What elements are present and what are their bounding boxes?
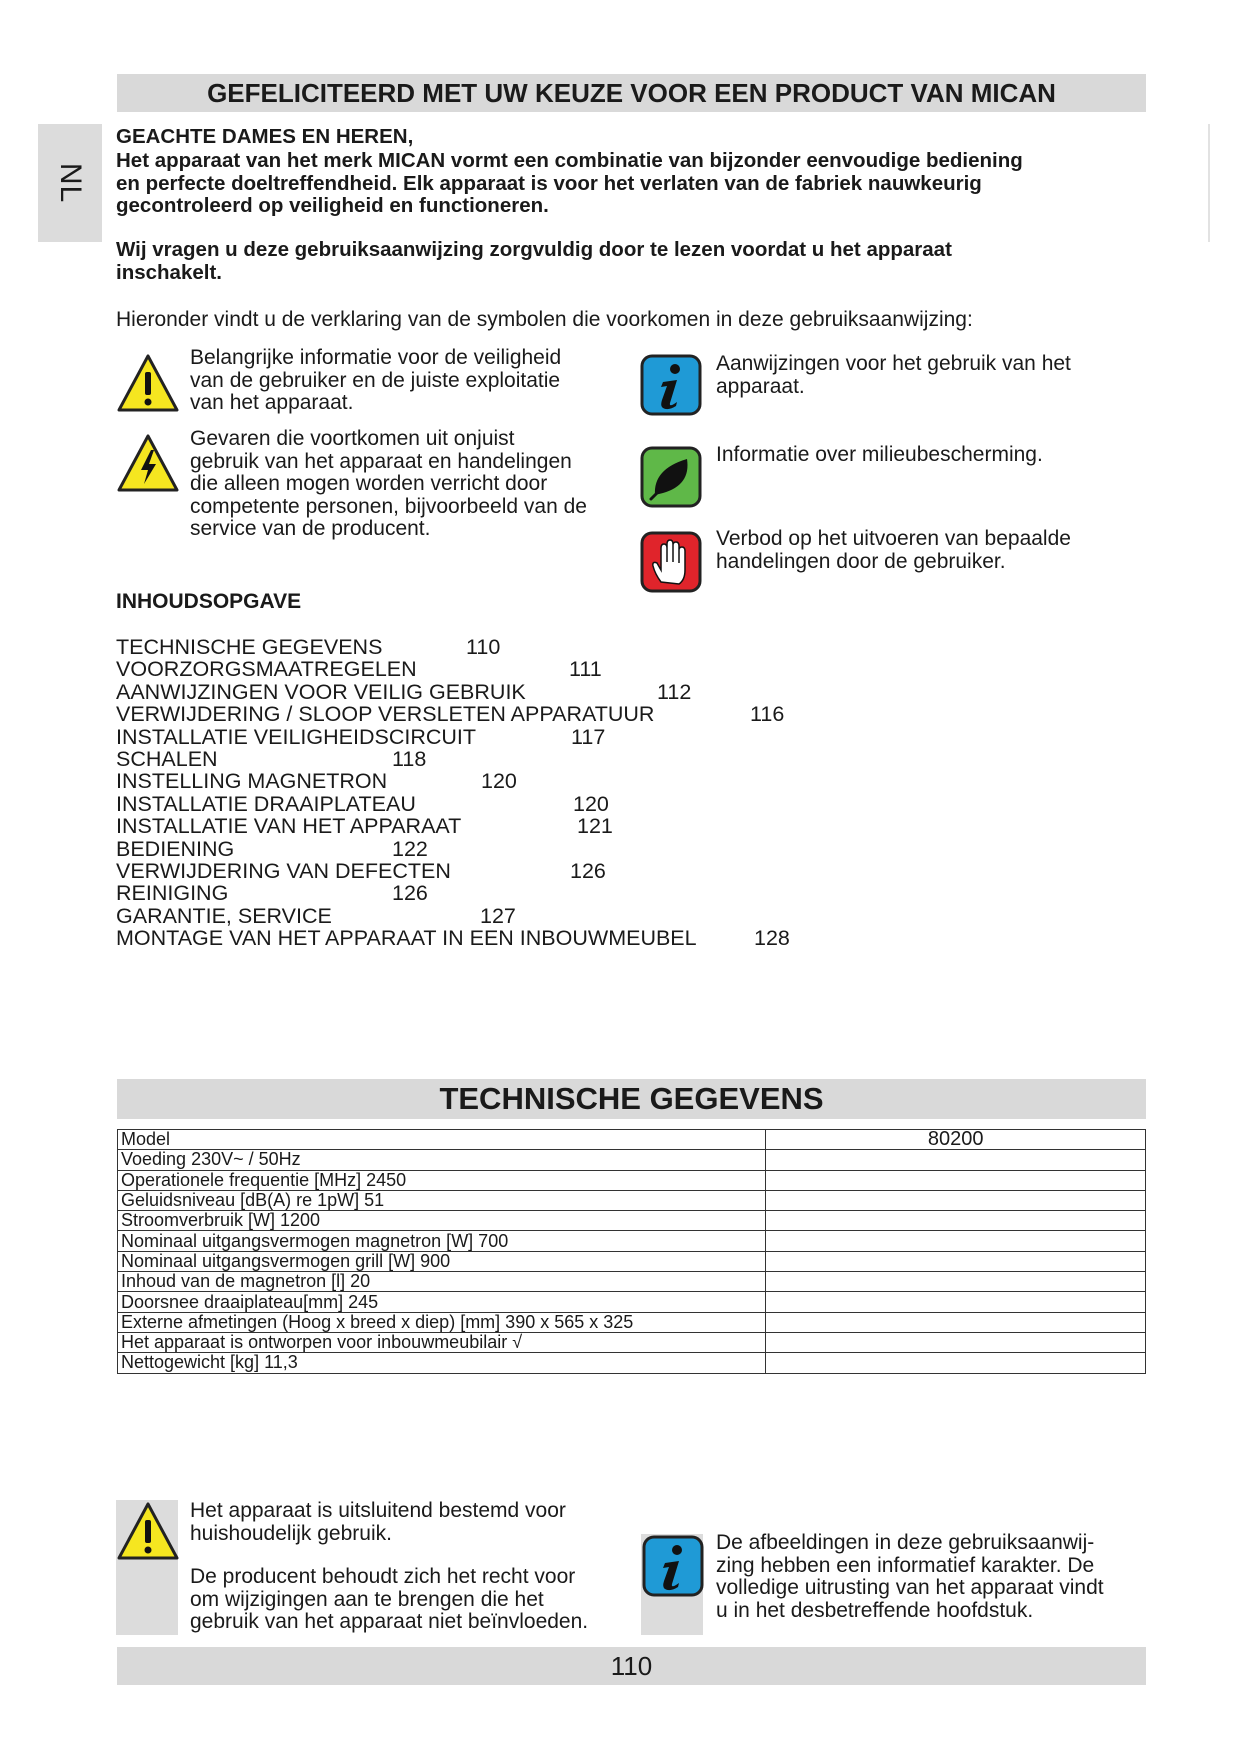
table-row	[118, 1150, 1146, 1170]
text-line: volledige uitrusting van het apparaat vindt	[716, 1576, 1104, 1599]
text-line: om wijzigingen aan te brengen die het	[190, 1587, 544, 1611]
language-label: NL	[54, 162, 87, 204]
text-line: Gevaren die voortkomen uit onjuist	[190, 427, 515, 450]
table-row	[118, 1170, 1146, 1190]
toc-item-title: INSTALLATIE DRAAIPLATEAU	[116, 791, 416, 816]
spec-label: Model	[118, 1130, 766, 1150]
symbol-description-info	[716, 353, 1071, 398]
toc-item-title: VOORZORGSMAATREGELEN	[116, 657, 417, 682]
text-line: competente personen, bijvoorbeeld van de	[190, 494, 587, 518]
spec-label: Stroomverbruik [W] 1200	[118, 1211, 766, 1231]
note-changes-reserved	[190, 1566, 588, 1634]
text-line: die alleen mogen worden verricht door	[190, 472, 548, 495]
spec-value	[766, 1190, 1146, 1210]
spec-label: Voeding 230V~ / 50Hz	[118, 1150, 766, 1170]
spec-value	[766, 1170, 1146, 1190]
text-line: De producent behoudt zich het recht voor	[190, 1565, 576, 1588]
symbol-description-hazard	[190, 428, 587, 541]
stop-hand-icon	[639, 530, 703, 594]
spec-label: Geluidsniveau [dB(A) re 1pW] 51	[118, 1190, 766, 1210]
symbols-intro: Hieronder vindt u de verklaring van de symbolen die voorkomen in deze gebruiksaanwijzing:	[116, 308, 973, 331]
intro-request	[116, 239, 1136, 284]
symbol-description-warning	[190, 347, 561, 415]
toc-item-page: 122	[392, 836, 428, 861]
toc-item-title: MONTAGE VAN HET APPARAAT IN EEN INBOUWMEUBEL	[116, 926, 697, 951]
spec-value	[766, 1150, 1146, 1170]
spec-value	[766, 1312, 1146, 1332]
toc-item-page: 128	[754, 926, 790, 951]
toc-item-page: 117	[571, 724, 606, 749]
leaf-icon	[639, 445, 703, 509]
toc-item-page: 120	[573, 791, 609, 816]
toc-item-page: 111	[569, 657, 602, 682]
toc-item-page: 127	[480, 903, 516, 928]
high-voltage-icon	[116, 432, 180, 496]
spec-label: Doorsnee draaiplateau[mm] 245	[118, 1292, 766, 1312]
toc-item-title: INSTALLATIE VAN HET APPARAAT	[116, 814, 462, 839]
text-line: van de gebruiker en de juiste exploitatie	[190, 368, 561, 392]
text-line: De afbeeldingen in deze gebruiksaanwij-	[716, 1531, 1095, 1554]
toc-item-page: 112	[657, 679, 692, 704]
toc-item-page: 121	[577, 814, 613, 839]
table-row	[118, 1190, 1146, 1210]
spec-value	[766, 1332, 1146, 1352]
spec-label: Externe afmetingen (Hoog x breed x diep) [mm] 390 x 565 x 325	[118, 1312, 766, 1332]
spec-label: Nominaal uitgangsvermogen magnetron [W] 700	[118, 1231, 766, 1251]
spec-value	[766, 1211, 1146, 1231]
info-icon	[641, 1534, 705, 1598]
toc-item-title: GARANTIE, SERVICE	[116, 903, 332, 928]
toc-item-page: 116	[750, 702, 785, 727]
intro-line: Wij vragen u deze gebruiksaanwijzing zorgvuldig door te lezen voordat u het apparaat	[116, 238, 952, 261]
warning-icon	[116, 352, 180, 416]
text-line: huishoudelijk gebruik.	[190, 1521, 392, 1545]
note-illustrations	[716, 1532, 1104, 1622]
spec-label: Inhoud van de magnetron [l] 20	[118, 1272, 766, 1292]
note-household-use	[190, 1500, 566, 1545]
page-header-title: GEFELICITEERD MET UW KEUZE VOOR EEN PRODUCT VAN MICAN	[117, 74, 1146, 112]
toc-item-title: SCHALEN	[116, 746, 218, 771]
spec-value	[766, 1231, 1146, 1251]
table-row	[118, 1272, 1146, 1292]
toc-item-title: INSTELLING MAGNETRON	[116, 769, 388, 794]
table-row	[118, 1332, 1146, 1352]
page-number: 110	[117, 1647, 1146, 1685]
spec-value	[766, 1353, 1146, 1373]
spec-label: Nominaal uitgangsvermogen grill [W] 900	[118, 1251, 766, 1271]
intro-line: en perfecte doeltreffendheid. Elk apparaat is voor het verlaten van de fabriek nauwkeurig	[116, 171, 982, 195]
toc-item-page: 120	[481, 769, 517, 794]
language-tab	[38, 124, 102, 242]
spec-label: Nettogewicht [kg] 11,3	[118, 1353, 766, 1373]
text-line: service van de producent.	[190, 517, 431, 540]
toc-item-title: INSTALLATIE VEILIGHEIDSCIRCUIT	[116, 724, 476, 749]
symbol-description-stop	[716, 528, 1071, 573]
spec-value	[766, 1272, 1146, 1292]
table-row	[118, 1312, 1146, 1332]
text-line: gebruik van het apparaat en handelingen	[190, 449, 572, 473]
text-line: van het apparaat.	[190, 391, 354, 414]
text-line: handelingen door de gebruiker.	[716, 549, 1006, 573]
intro-line: gecontroleerd op veiligheid en functioneren.	[116, 194, 549, 217]
spec-table	[117, 1129, 1146, 1374]
info-icon	[639, 353, 703, 417]
table-row	[118, 1292, 1146, 1312]
toc-item-title: TECHNISCHE GEGEVENS	[116, 635, 383, 659]
intro-line: Het apparaat van het merk MICAN vormt een combinatie van bijzonder eenvoudige bediening	[116, 149, 1023, 172]
toc-item-title: VERWIJDERING / SLOOP VERSLETEN APPARATUUR	[116, 702, 655, 727]
table-row	[118, 1130, 1146, 1150]
spec-label: Het apparaat is ontworpen voor inbouwmeubilair √	[118, 1332, 766, 1352]
symbol-description-eco	[716, 444, 1043, 467]
spec-label: Operationele frequentie [MHz] 2450	[118, 1170, 766, 1190]
table-row	[118, 1353, 1146, 1373]
text-line: Het apparaat is uitsluitend bestemd voor	[190, 1499, 566, 1522]
table-row	[118, 1211, 1146, 1231]
toc-item-title: VERWIJDERING VAN DEFECTEN	[116, 858, 451, 883]
toc-item-title: BEDIENING	[116, 836, 235, 861]
toc-item-page: 110	[466, 635, 501, 659]
intro-line: inschakelt.	[116, 260, 222, 284]
divider	[1208, 124, 1210, 242]
table-row	[118, 1251, 1146, 1271]
text-line: Informatie over milieubescherming.	[716, 443, 1043, 466]
spec-value: 80200	[766, 1130, 1146, 1150]
text-line: Verbod op het uitvoeren van bepaalde	[716, 527, 1071, 550]
toc-item-page: 126	[570, 858, 606, 883]
text-line: zing hebben een informatief karakter. De	[716, 1553, 1095, 1577]
table-row	[118, 1231, 1146, 1251]
spec-value	[766, 1251, 1146, 1271]
toc-item-title: REINIGING	[116, 881, 229, 906]
toc-item-page: 126	[392, 881, 428, 906]
intro-salutation: GEACHTE DAMES EN HEREN,	[116, 125, 414, 148]
text-line: u in het desbetreffende hoofdstuk.	[716, 1598, 1034, 1622]
warning-icon	[116, 1500, 180, 1564]
text-line: Belangrijke informatie voor de veiligheid	[190, 346, 562, 369]
toc-item-page: 118	[392, 746, 427, 771]
text-line: Aanwijzingen voor het gebruik van het	[716, 352, 1071, 375]
toc-title: INHOUDSOPGAVE	[116, 590, 302, 613]
text-line: gebruik van het apparaat niet beïnvloeden.	[190, 1610, 589, 1633]
text-line: apparaat.	[716, 374, 805, 398]
section-title: TECHNISCHE GEGEVENS	[117, 1079, 1146, 1119]
spec-value	[766, 1292, 1146, 1312]
intro-paragraph	[116, 150, 1136, 218]
toc-item-title: AANWIJZINGEN VOOR VEILIG GEBRUIK	[116, 679, 526, 704]
